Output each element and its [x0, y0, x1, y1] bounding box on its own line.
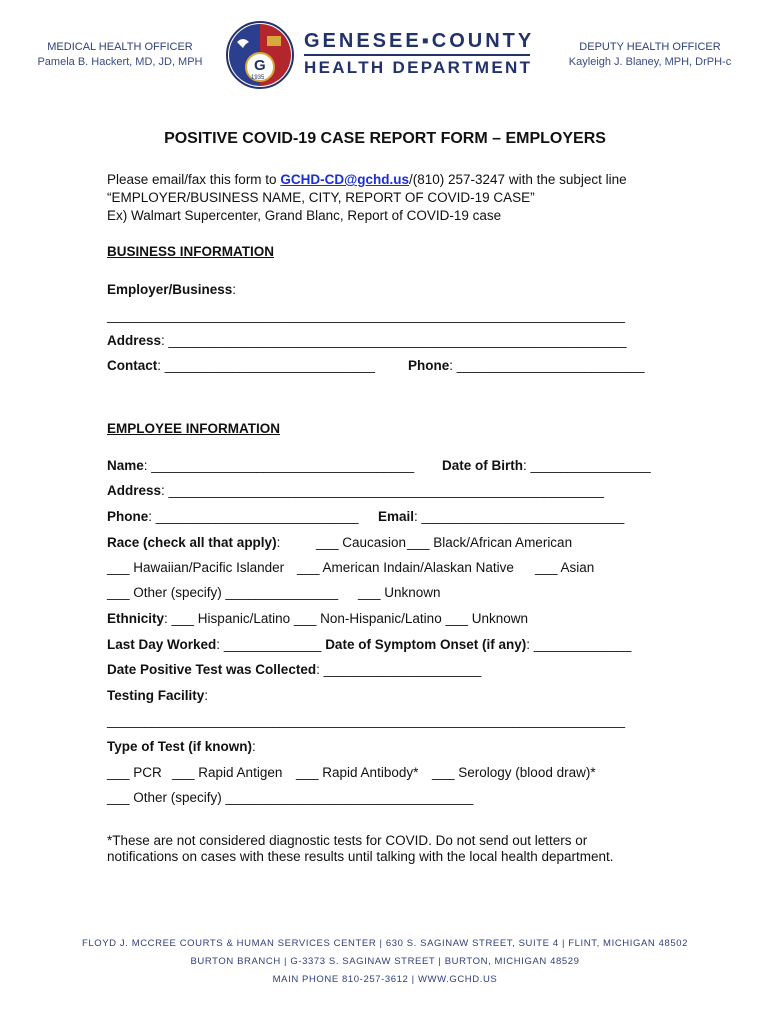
footer-address-main: FLOYD J. MCCREE COURTS & HUMAN SERVICES CENTER | 630 S. SAGINAW STREET, SUITE 4 | FLINT, MICHIGAN 48502: [81, 938, 689, 949]
symptom-onset-field[interactable]: _____________: [533, 637, 632, 652]
testing-facility-label: Testing Facility: [107, 688, 205, 703]
contact-label: Contact: [107, 358, 158, 373]
test-option-pcr[interactable]: ___ PCR: [107, 765, 162, 780]
employer-label-row: Employer/Business:: [107, 282, 237, 297]
test-option-serology[interactable]: ___ Serology (blood draw)*: [432, 765, 596, 780]
race-label: Race (check all that apply): [107, 535, 277, 550]
testing-facility-field[interactable]: _____________________________________________________________________: [107, 713, 626, 728]
employee-address-label: Address: [107, 483, 162, 498]
logo-county-name: GENESEE▪COUNTY: [304, 30, 535, 52]
ethnicity-options[interactable]: ___ Hispanic/Latino ___ Non-Hispanic/Latino ___ Unknown: [171, 611, 529, 626]
testing-facility-row: Testing Facility:: [107, 688, 209, 703]
employee-address-row: Address: __________________________________________________________: [107, 483, 605, 498]
race-option-unknown[interactable]: ___ Unknown: [358, 585, 441, 600]
intro-prefix: Please email/fax this form to: [107, 172, 281, 187]
business-phone-field[interactable]: _________________________: [456, 358, 645, 373]
logo-divider: [304, 54, 530, 56]
employee-email-row: Email: ___________________________: [378, 509, 625, 524]
race-option-american-indian[interactable]: ___ American Indain/Alaskan Native: [297, 560, 514, 575]
business-contact-row: Contact: ____________________________: [107, 358, 375, 373]
last-day-field[interactable]: _____________: [223, 637, 322, 652]
test-option-other[interactable]: ___ Other (specify) _________________________________: [107, 790, 474, 805]
form-title: POSITIVE COVID-19 CASE REPORT FORM – EMPLOYERS: [164, 130, 606, 147]
test-option-rapid-antigen[interactable]: ___ Rapid Antigen: [172, 765, 283, 780]
test-date-label: Date Positive Test was Collected: [107, 662, 317, 677]
test-date-field[interactable]: _____________________: [323, 662, 482, 677]
test-option-rapid-antibody[interactable]: ___ Rapid Antibody*: [296, 765, 419, 780]
medical-officer-name: Pamela B. Hackert, MD, JD, MPH: [37, 56, 203, 68]
race-option-hawaiian[interactable]: ___ Hawaiian/Pacific Islander: [107, 560, 285, 575]
race-option-black[interactable]: ___ Black/African American: [407, 535, 573, 550]
employee-phone-row: Phone: ___________________________: [107, 509, 359, 524]
race-option-other[interactable]: ___ Other (specify) _______________: [107, 585, 339, 600]
business-section-heading: BUSINESS INFORMATION: [107, 244, 275, 259]
disclaimer-line-1: *These are not considered diagnostic tests for COVID. Do not send out letters or: [107, 833, 588, 848]
business-address-row: Address: _____________________________________________________________: [107, 333, 627, 348]
contact-field[interactable]: ____________________________: [164, 358, 375, 373]
medical-officer-block: [20, 40, 220, 70]
intro-suffix: /(810) 257-3247 with the subject line: [409, 172, 627, 187]
race-option-asian[interactable]: ___ Asian: [535, 560, 595, 575]
deputy-officer-block: [540, 40, 760, 70]
business-phone-row: Phone: _________________________: [408, 358, 645, 373]
dob-label: Date of Birth: [442, 458, 523, 473]
dob-field[interactable]: ________________: [530, 458, 651, 473]
employee-phone-label: Phone: [107, 509, 149, 524]
business-address-field[interactable]: _____________________________________________________________: [168, 333, 627, 348]
employee-email-field[interactable]: ___________________________: [421, 509, 625, 524]
seal-letter: G: [254, 57, 266, 74]
last-day-label: Last Day Worked: [107, 637, 217, 652]
employee-section-heading: EMPLOYEE INFORMATION: [107, 421, 281, 436]
county-seal-logo: [225, 20, 295, 90]
logo-department-name: HEALTH DEPARTMENT: [304, 58, 533, 77]
business-address-label: Address: [107, 333, 162, 348]
test-type-row: Type of Test (if known):: [107, 739, 256, 754]
ethnicity-row: Ethnicity: ___ Hispanic/Latino ___ Non-Hispanic/Latino ___ Unknown: [107, 611, 529, 626]
ethnicity-label: Ethnicity: [107, 611, 165, 626]
intro-line-2: “EMPLOYER/BUSINESS NAME, CITY, REPORT OF COVID-19 CASE”: [107, 190, 535, 205]
employer-label: Employer/Business: [107, 282, 233, 297]
intro-line-3: Ex) Walmart Supercenter, Grand Blanc, Report of COVID-19 case: [107, 208, 502, 223]
employee-address-field[interactable]: __________________________________________________________: [168, 483, 605, 498]
last-day-row: Last Day Worked: _____________ Date of Symptom Onset (if any): _____________: [107, 637, 632, 652]
email-link[interactable]: GCHD-CD@gchd.us: [280, 172, 409, 187]
employer-field[interactable]: _____________________________________________________________________: [107, 308, 626, 323]
test-type-label: Type of Test (if known): [107, 739, 252, 754]
employee-name-row: Name: ___________________________________: [107, 458, 415, 473]
race-label-row: Race (check all that apply):: [107, 535, 281, 550]
race-option-caucasian[interactable]: ___ Caucasion: [316, 535, 407, 550]
footer-phone-web: MAIN PHONE 810-257-3612 | WWW.GCHD.US: [272, 974, 498, 985]
symptom-onset-label: Date of Symptom Onset (if any): [325, 637, 527, 652]
employee-phone-field[interactable]: ___________________________: [155, 509, 359, 524]
disclaimer-line-2: notifications on cases with these results until talking with the local health department.: [107, 849, 614, 864]
business-phone-label: Phone: [408, 358, 450, 373]
employee-email-label: Email: [378, 509, 415, 524]
employee-name-field[interactable]: ___________________________________: [151, 458, 415, 473]
employee-name-label: Name: [107, 458, 144, 473]
seal-year: 1935: [251, 75, 265, 81]
dob-row: Date of Birth: ________________: [442, 458, 651, 473]
intro-line-1: [107, 171, 627, 189]
deputy-officer-role: DEPUTY HEALTH OFFICER: [579, 41, 721, 53]
medical-officer-role: MEDICAL HEALTH OFFICER: [47, 41, 193, 53]
footer-address-burton: BURTON BRANCH | G-3373 S. SAGINAW STREET | BURTON, MICHIGAN 48529: [190, 956, 580, 967]
deputy-officer-name: Kayleigh J. Blaney, MPH, DrPH-c: [568, 56, 732, 68]
test-date-row: Date Positive Test was Collected: _____________________: [107, 662, 482, 677]
